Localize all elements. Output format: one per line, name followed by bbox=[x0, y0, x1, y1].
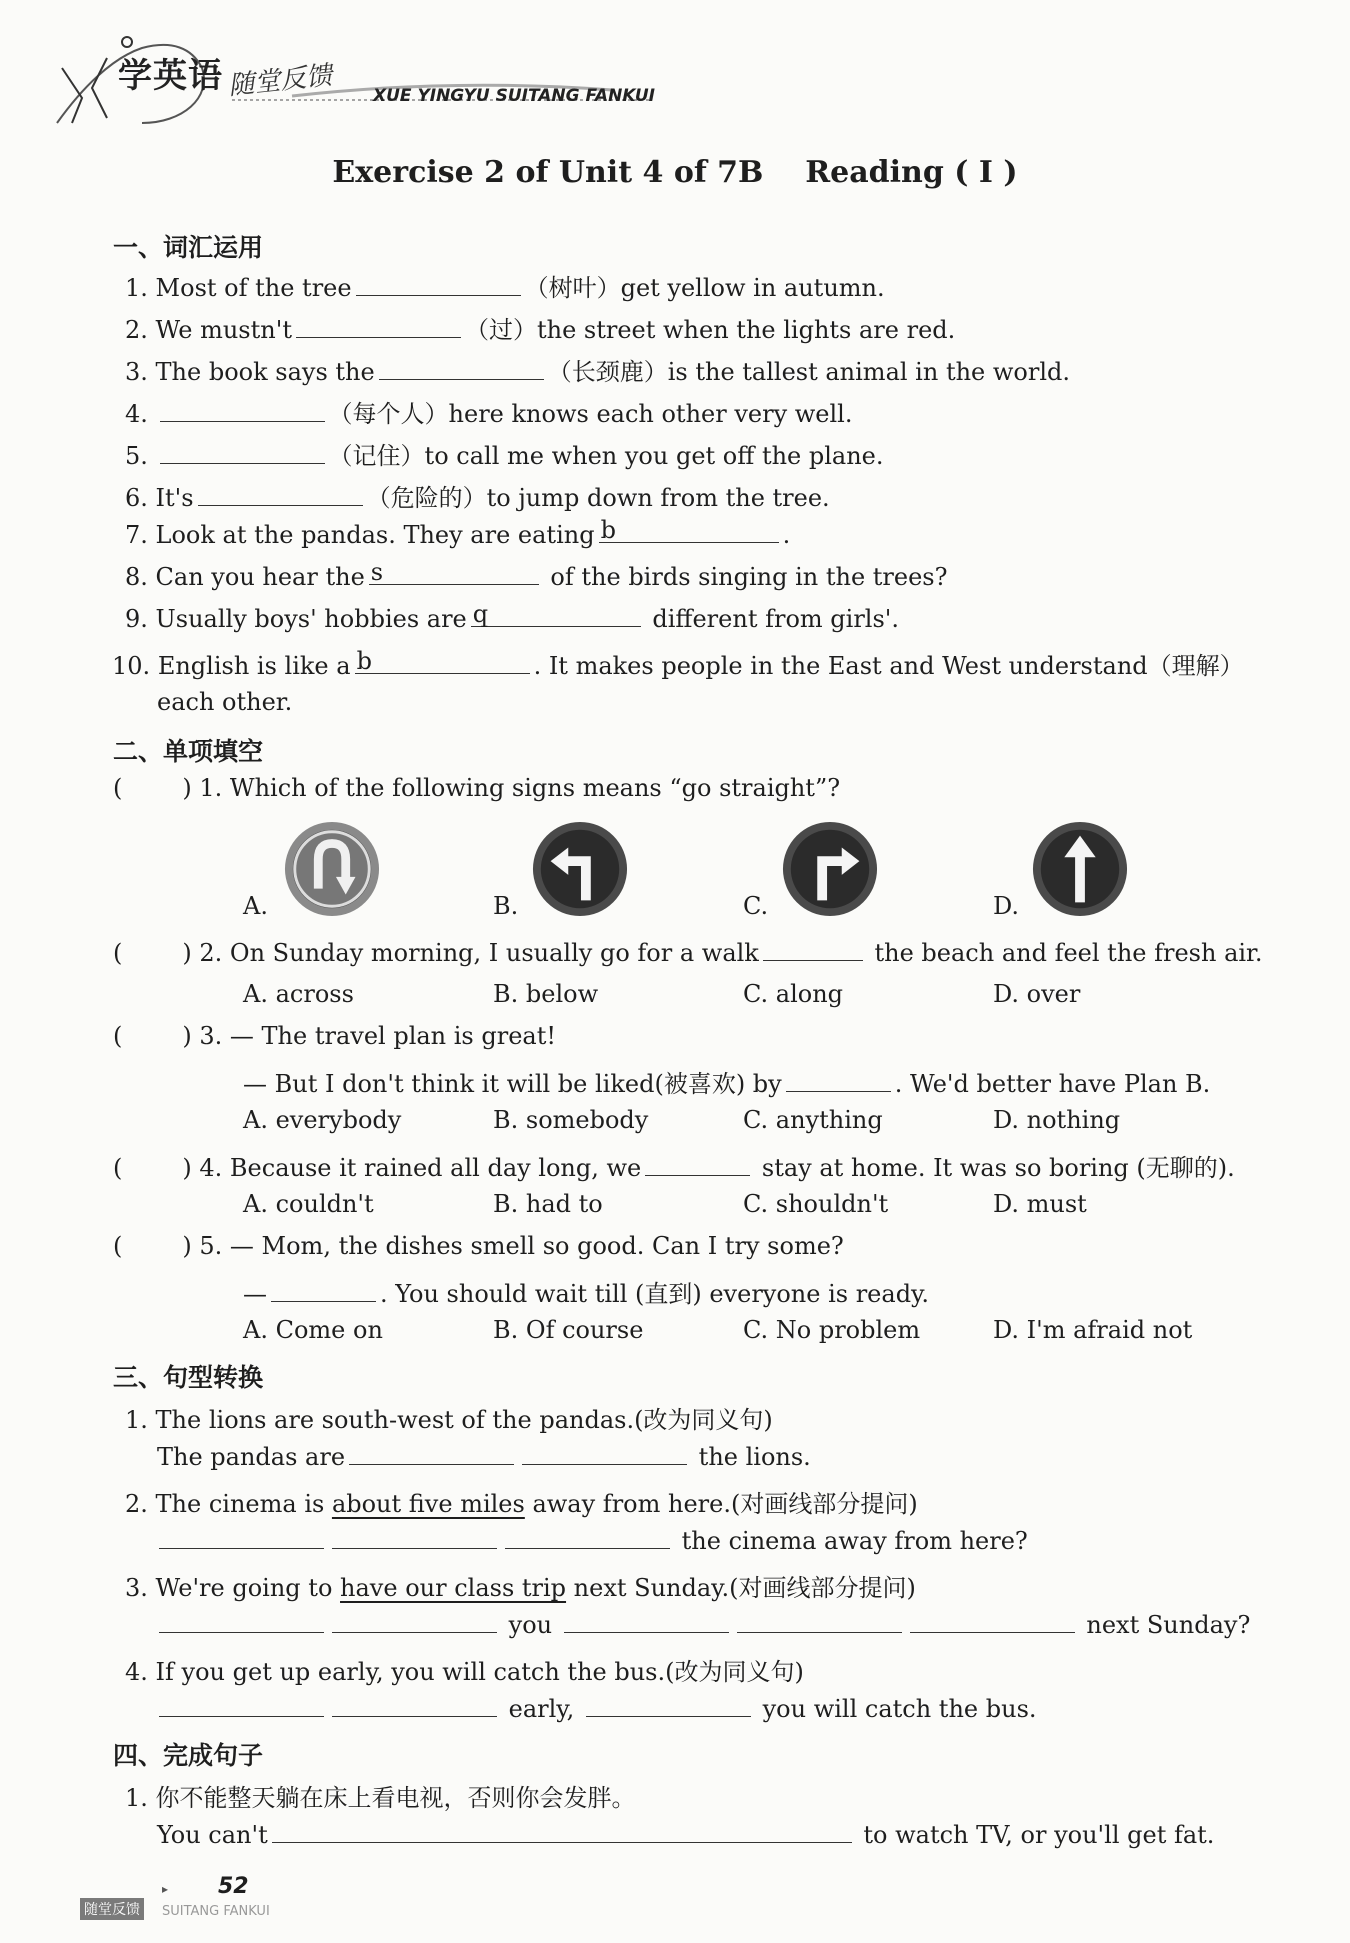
option-c-label: C. bbox=[743, 892, 769, 920]
vocab-item-5: 5. （记住）to call me when you get off the plane. bbox=[125, 442, 884, 470]
section-heading-complete: 四、完成句子 bbox=[113, 1741, 264, 1770]
option-d: D. nothing bbox=[993, 1106, 1121, 1134]
header-logo-pinyin: XUE YINGYU SUITANG FANKUI bbox=[373, 86, 656, 106]
mc-question-3: ( ) 3. — The travel plan is great! bbox=[113, 1022, 557, 1050]
vocab-item-7: 7. Look at the pandas. They are eating b . bbox=[125, 516, 791, 549]
answer-blank[interactable]: b bbox=[599, 520, 779, 543]
answer-blank[interactable] bbox=[271, 1279, 376, 1302]
transform-answer-2: the cinema away from here? bbox=[155, 1526, 1028, 1555]
answer-blank[interactable] bbox=[522, 1442, 687, 1465]
option-c: C. shouldn't bbox=[743, 1190, 889, 1218]
answer-blank[interactable] bbox=[910, 1610, 1075, 1633]
option-a: A. Come on bbox=[243, 1316, 383, 1344]
mc-question-5: ( ) 5. — Mom, the dishes smell so good. Can I try some? bbox=[113, 1232, 844, 1260]
footer-tag: 随堂反馈 bbox=[80, 1898, 144, 1920]
mc-question-2: ( ) 2. On Sunday morning, I usually go for a walk the beach and feel the fresh air. bbox=[113, 939, 1263, 967]
vocab-item-8: 8. Can you hear the s of the birds singing in the trees? bbox=[125, 558, 948, 591]
answer-blank[interactable] bbox=[737, 1610, 902, 1633]
option-a: A. couldn't bbox=[243, 1190, 374, 1218]
mc-question-1: ( ) 1. Which of the following signs means “go straight”? bbox=[113, 774, 841, 802]
option-d: D. must bbox=[993, 1190, 1087, 1218]
vocab-item-3: 3. The book says the （长颈鹿）is the tallest animal in the world. bbox=[125, 358, 1071, 386]
answer-blank[interactable]: b bbox=[355, 651, 530, 674]
mc-question-3-line2: — But I don't think it will be liked(被喜欢) by . We'd better have Plan B. bbox=[243, 1070, 1211, 1098]
answer-blank[interactable] bbox=[564, 1610, 729, 1633]
answer-blank[interactable] bbox=[198, 483, 363, 506]
answer-blank[interactable] bbox=[763, 938, 863, 961]
answer-blank[interactable] bbox=[160, 399, 325, 422]
option-b: B. Of course bbox=[493, 1316, 644, 1344]
transform-answer-3: you next Sunday? bbox=[155, 1610, 1250, 1639]
answer-blank[interactable] bbox=[349, 1442, 514, 1465]
mc-question-5-line2: — . You should wait till (直到) everyone is ready. bbox=[243, 1280, 930, 1308]
option-b: B. had to bbox=[493, 1190, 603, 1218]
answer-blank[interactable] bbox=[160, 441, 325, 464]
vocab-item-10: 10. English is like a b . It makes people in the East and West understand（理解） bbox=[112, 647, 1244, 680]
option-d: D. over bbox=[993, 980, 1081, 1008]
answer-blank[interactable] bbox=[296, 315, 461, 338]
transform-answer-1: The pandas are the lions. bbox=[157, 1443, 811, 1471]
option-c: C. No problem bbox=[743, 1316, 921, 1344]
transform-question-3: 3. We're going to have our class trip next Sunday.(对画线部分提问) bbox=[125, 1574, 916, 1602]
answer-blank[interactable] bbox=[786, 1069, 891, 1092]
transform-answer-4: early, you will catch the bus. bbox=[155, 1694, 1037, 1723]
section-heading-mc: 二、单项填空 bbox=[113, 737, 264, 766]
vocab-item-1: 1. Most of the tree （树叶）get yellow in autumn. bbox=[125, 274, 885, 302]
mc-question-4: ( ) 4. Because it rained all day long, we stay at home. It was so boring (无聊的). bbox=[113, 1154, 1235, 1182]
option-a: A. across bbox=[243, 980, 354, 1008]
option-d: D. I'm afraid not bbox=[993, 1316, 1193, 1344]
option-b: B. somebody bbox=[493, 1106, 649, 1134]
answer-blank[interactable] bbox=[332, 1694, 497, 1717]
vocab-item-4: 4. （每个人）here knows each other very well. bbox=[125, 400, 853, 428]
straight-ahead-sign-icon bbox=[1031, 820, 1129, 918]
page-arrow-icon: ▸ bbox=[162, 1882, 169, 1896]
option-b: B. below bbox=[493, 980, 599, 1008]
option-d-label: D. bbox=[993, 892, 1020, 920]
footer-tag-pinyin: SUITANG FANKUI bbox=[162, 1904, 270, 1919]
answer-blank[interactable]: q bbox=[471, 604, 641, 627]
option-a-label: A. bbox=[243, 892, 268, 920]
option-a: A. everybody bbox=[243, 1106, 402, 1134]
answer-blank[interactable] bbox=[159, 1694, 324, 1717]
vocab-item-6: 6. It's （危险的）to jump down from the tree. bbox=[125, 484, 830, 512]
header-logo-title: 学英语 bbox=[118, 56, 223, 96]
answer-blank[interactable] bbox=[332, 1610, 497, 1633]
page-title bbox=[0, 155, 1350, 190]
complete-question-1: 1. 你不能整天躺在床上看电视，否则你会发胖。 bbox=[125, 1784, 636, 1812]
answer-blank[interactable] bbox=[159, 1610, 324, 1633]
answer-blank[interactable] bbox=[645, 1153, 750, 1176]
page-number: 52 bbox=[218, 1874, 249, 1899]
transform-question-1: 1. The lions are south-west of the pandas.(改为同义句) bbox=[125, 1406, 773, 1434]
title-main: Exercise 2 of Unit 4 of 7B bbox=[332, 155, 764, 190]
answer-blank[interactable] bbox=[272, 1820, 852, 1843]
option-c: C. along bbox=[743, 980, 844, 1008]
vocab-item-9: 9. Usually boys' hobbies are q different from girls'. bbox=[125, 600, 900, 633]
answer-blank[interactable]: s bbox=[369, 562, 539, 585]
answer-blank[interactable] bbox=[586, 1694, 751, 1717]
option-c: C. anything bbox=[743, 1106, 883, 1134]
turn-left-sign-icon bbox=[531, 820, 629, 918]
transform-question-2: 2. The cinema is about five miles away from here.(对画线部分提问) bbox=[125, 1490, 918, 1518]
section-heading-transform: 三、句型转换 bbox=[113, 1363, 264, 1392]
title-reading: Reading ( Ⅰ ) bbox=[805, 155, 1018, 190]
answer-blank[interactable] bbox=[379, 357, 544, 380]
answer-blank[interactable] bbox=[159, 1526, 324, 1549]
answer-blank[interactable] bbox=[505, 1526, 670, 1549]
vocab-item-2: 2. We mustn't （过）the street when the lights are red. bbox=[125, 316, 956, 344]
u-turn-sign-icon bbox=[283, 820, 381, 918]
answer-blank[interactable] bbox=[332, 1526, 497, 1549]
header-logo-cursive: 随堂反馈 bbox=[226, 60, 334, 102]
section-heading-vocab: 一、词汇运用 bbox=[113, 233, 264, 262]
transform-question-4: 4. If you get up early, you will catch the bus.(改为同义句) bbox=[125, 1658, 804, 1686]
answer-blank[interactable] bbox=[356, 273, 521, 296]
complete-answer-1: You can't to watch TV, or you'll get fat. bbox=[157, 1821, 1215, 1849]
option-b-label: B. bbox=[493, 892, 519, 920]
vocab-item-10-cont: each other. bbox=[157, 688, 293, 716]
turn-right-sign-icon bbox=[781, 820, 879, 918]
